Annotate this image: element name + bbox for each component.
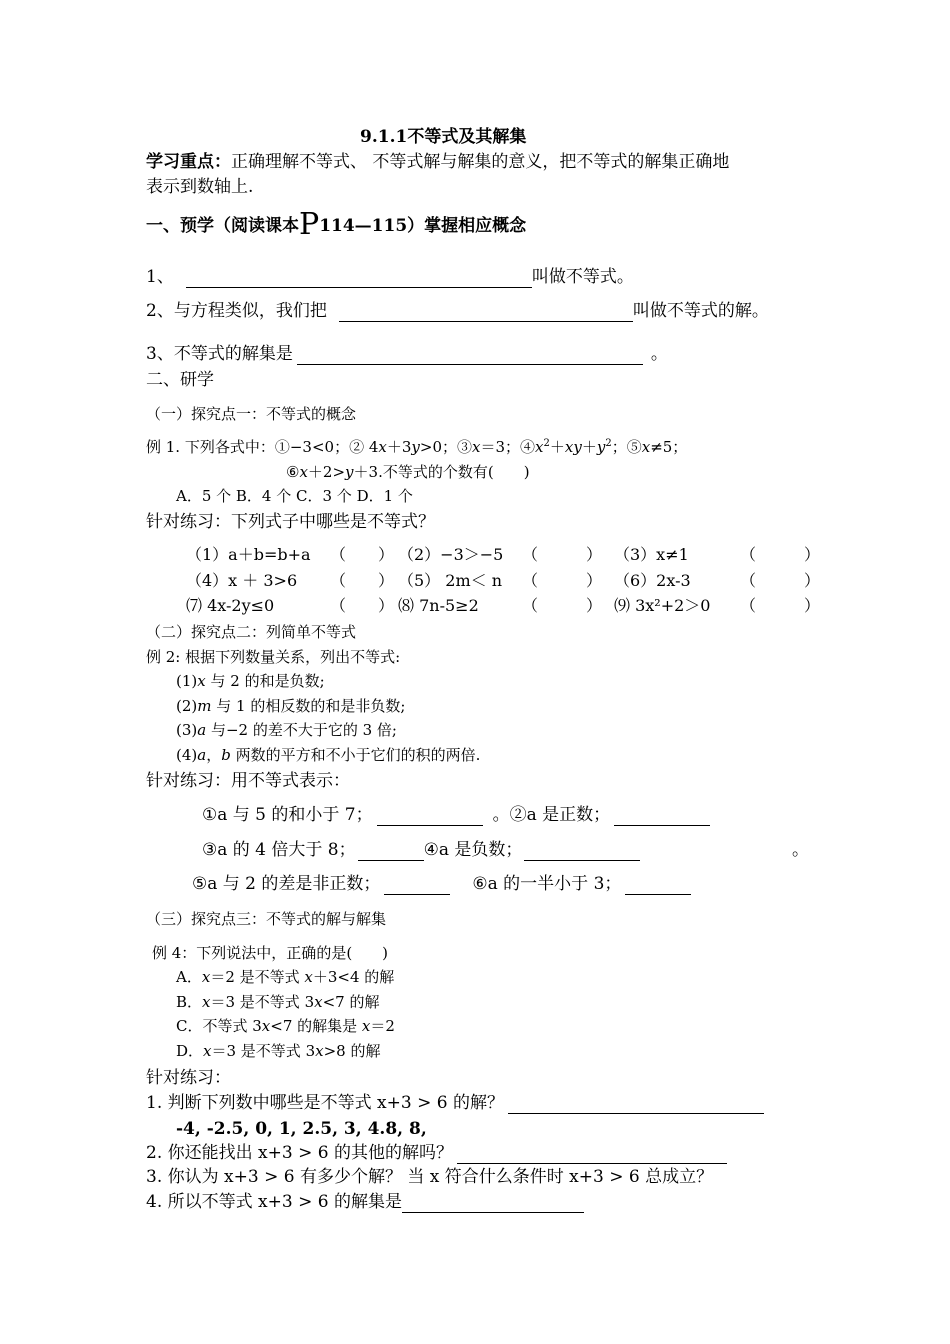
- example-2-item-4: (4)a，b 两数的平方和不小于它们的积的两倍.: [176, 746, 481, 764]
- practice-1-item: （3）x≠1: [614, 545, 689, 564]
- focus-line-2: 表示到数轴上.: [146, 177, 254, 197]
- practice-1-item: （5） 2m＜ n: [398, 571, 503, 590]
- example-4-title: 例 4：下列说法中，正确的是( ): [152, 944, 389, 962]
- example-2-item-1: (1)x 与 2 的和是负数;: [176, 672, 325, 690]
- question-2-blank[interactable]: [339, 303, 633, 322]
- example-1-line-1: 例 1. 下列各式中：①−3<0；② 4x＋3y>0；③x＝3；$④x^2+xy+y^2$；⑤x≠5；: [146, 438, 688, 456]
- answer-blank-2[interactable]: [614, 807, 710, 826]
- practice-1-item: ⑻ 7n-5≥2: [398, 596, 479, 615]
- part-3-heading: （三）探究点三：不等式的解与解集: [146, 910, 387, 928]
- answer-blank-1[interactable]: [377, 807, 483, 826]
- practice-2-title: 针对练习：用不等式表示：: [146, 771, 350, 791]
- example-1-line-2: ⑥x＋2>y＋3.不等式的个数有( ): [286, 463, 530, 481]
- question-3-blank[interactable]: [297, 336, 643, 365]
- example-1-options: A．5 个 B．4 个 C．3 个 D．1 个: [176, 487, 413, 505]
- question-2: 2、与方程类似，我们把 叫做不等式的解。: [146, 301, 769, 321]
- example-2-item-3: (3)a 与−2 的差不大于它的 3 倍;: [176, 721, 397, 739]
- focus-line-1: [146, 151, 729, 173]
- practice-3-blank-2[interactable]: [457, 1145, 727, 1164]
- practice-3-question-1: 1. 判断下列数中哪些是不等式 x+3 > 6 的解？: [146, 1092, 764, 1114]
- practice-1-answer-bracket[interactable]: （ ）: [740, 545, 821, 564]
- practice-1-item: （2）−3＞−5: [398, 545, 504, 564]
- example-4-option-b: B．x＝3 是不等式 3x<7 的解: [176, 993, 380, 1011]
- practice-1-answer-bracket[interactable]: （ ）: [740, 596, 821, 615]
- question-1-blank[interactable]: [186, 269, 532, 288]
- practice-3-blank-4[interactable]: [402, 1194, 584, 1213]
- practice-3-question-3: 3. 你认为 x+3 > 6 有多少个解？ 当 x 符合什么条件时 x+3 > 6 总成立？: [146, 1167, 714, 1187]
- focus-text: 正确理解不等式、 不等式解与解集的意义，把不等式的解集正确地: [231, 152, 730, 172]
- practice-1-answer-bracket[interactable]: （ ）: [522, 571, 603, 590]
- answer-blank-6[interactable]: [625, 876, 691, 895]
- section-preview-heading: 一、预学（阅读课本P114—115）掌握相应概念: [146, 207, 527, 242]
- practice-3-numbers: -4, -2.5, 0, 1, 2.5, 3, 4.8, 8,: [176, 1119, 427, 1139]
- practice-1-item: ⑺ 4x-2y≤0: [186, 596, 275, 615]
- practice-1-answer-bracket[interactable]: （ ）: [330, 545, 395, 564]
- question-1: 1、 叫做不等式。: [146, 267, 634, 287]
- example-4-option-d: D．x＝3 是不等式 3x>8 的解: [176, 1042, 381, 1060]
- answer-blank-4[interactable]: [524, 842, 640, 861]
- practice-1-item: ⑼ 3x²+2＞0: [614, 596, 711, 615]
- question-3: 3、不等式的解集是 。: [146, 336, 668, 365]
- practice-1-item: （6）2x-3: [614, 571, 691, 590]
- part-1-heading: （一）探究点一：不等式的概念: [146, 405, 357, 423]
- practice-1-item: （1）a＋b=b+a: [186, 545, 311, 564]
- practice-1-answer-bracket[interactable]: （ ）: [330, 596, 395, 615]
- practice-1-answer-bracket[interactable]: （ ）: [522, 545, 603, 564]
- practice-3-title: 针对练习：: [146, 1068, 231, 1088]
- practice-1-answer-bracket[interactable]: （ ）: [330, 571, 395, 590]
- answer-blank-3[interactable]: [358, 842, 424, 861]
- answer-blank-5[interactable]: [384, 876, 450, 895]
- practice-3-blank-1[interactable]: [508, 1095, 764, 1114]
- example-4-option-a: A．x＝2 是不等式 x＋3<4 的解: [176, 968, 395, 986]
- focus-label: 学习重点：: [146, 152, 231, 172]
- example-4-option-c: C．不等式 3x<7 的解集是 x＝2: [176, 1017, 395, 1035]
- example-2-title: 例 2: 根据下列数量关系，列出不等式:: [146, 648, 401, 666]
- practice-2-line-1: ①a 与 5 的和小于 7； 。②a 是正数；: [202, 804, 710, 826]
- practice-1-answer-bracket[interactable]: （ ）: [740, 571, 821, 590]
- practice-2-line-2: ③a 的 4 倍大于 8； ④a 是负数；: [202, 839, 640, 861]
- page-title: 9.1.1不等式及其解集: [360, 127, 527, 147]
- practice-2-line-2-end: 。: [792, 840, 809, 860]
- practice-1-item: （4）x ＋ 3>6: [186, 571, 298, 590]
- section-research-heading: 二、研学: [146, 370, 214, 390]
- practice-1-title: 针对练习：下列式子中哪些是不等式？: [146, 512, 435, 532]
- practice-2-line-3: ⑤a 与 2 的差是非正数； ⑥a 的一半小于 3；: [192, 873, 691, 895]
- practice-1-answer-bracket[interactable]: （ ）: [522, 596, 603, 615]
- practice-3-question-2: 2. 你还能找出 x+3 > 6 的其他的解吗？: [146, 1142, 727, 1164]
- example-2-item-2: (2)m 与 1 的相反数的和是非负数;: [176, 697, 406, 715]
- practice-3-question-4: 4. 所以不等式 x+3 > 6 的解集是: [146, 1191, 584, 1213]
- part-2-heading: （二）探究点二：列简单不等式: [146, 623, 357, 641]
